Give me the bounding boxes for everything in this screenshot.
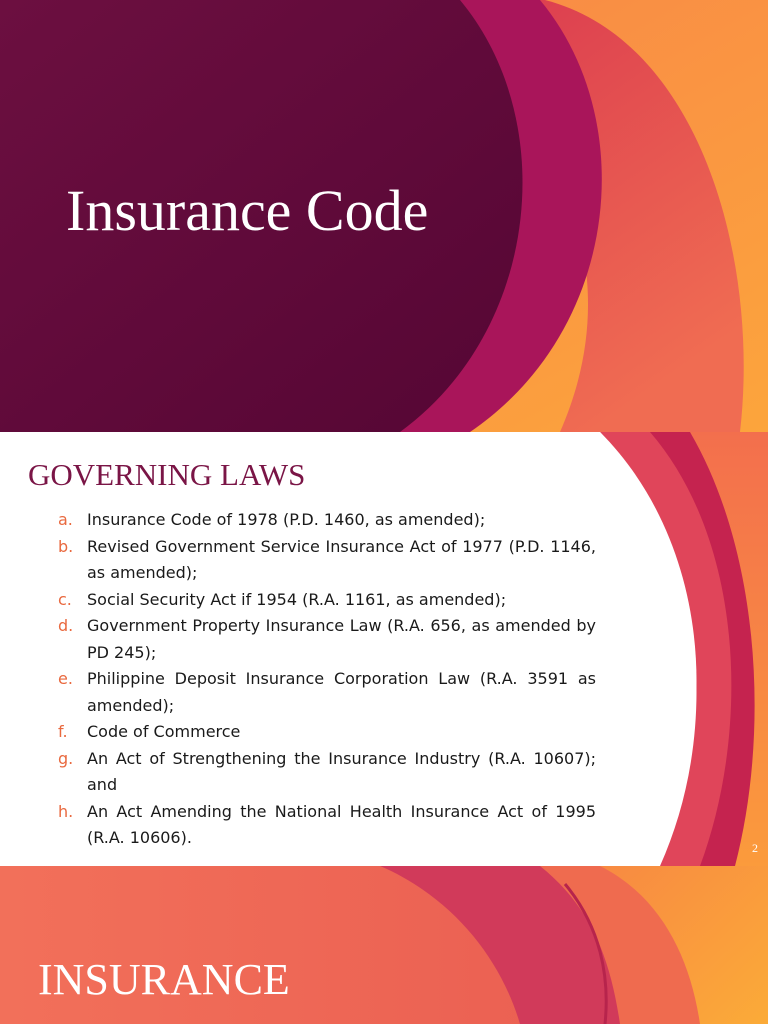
list-marker: f. xyxy=(58,722,68,741)
list-item-text: Insurance Code of 1978 (P.D. 1460, as amended); xyxy=(87,510,486,529)
list-item xyxy=(58,613,596,666)
list-marker: b. xyxy=(58,536,74,556)
page-number: 2 xyxy=(752,841,758,855)
list-marker: a. xyxy=(58,510,73,529)
list-item-text: An Act of Strengthening the Insurance Industry (R.A. 10607); and xyxy=(87,748,596,794)
title-slide xyxy=(0,0,768,432)
list-item xyxy=(58,719,596,746)
list-marker: d. xyxy=(58,616,74,635)
list-item xyxy=(58,507,596,534)
list-item xyxy=(58,534,596,587)
slide-heading: GOVERNING LAWS xyxy=(28,457,306,492)
list-item-text: An Act Amending the National Health Insurance Act of 1995 (R.A. 10606). xyxy=(87,801,596,847)
insurance-slide xyxy=(0,866,768,1024)
governing-laws-list xyxy=(58,507,596,852)
list-item xyxy=(58,587,596,614)
list-marker: c. xyxy=(58,589,72,609)
list-item-text: Social Security Act if 1954 (R.A. 1161, as amended); xyxy=(87,589,507,609)
list-item xyxy=(58,746,596,799)
list-marker: h. xyxy=(58,801,74,821)
slide-title: INSURANCE xyxy=(38,955,290,1004)
list-item-text: Philippine Deposit Insurance Corporation Law (R.A. 3591 as amended); xyxy=(87,669,596,715)
list-item-text: Government Property Insurance Law (R.A. 656, as amended by PD 245); xyxy=(87,616,596,662)
list-item xyxy=(58,799,596,852)
list-item xyxy=(58,666,596,719)
list-item-text: Code of Commerce xyxy=(87,722,241,741)
governing-laws-slide xyxy=(0,432,768,866)
list-marker: e. xyxy=(58,669,73,688)
list-item-text: Revised Government Service Insurance Act of 1977 (P.D. 1146, as amended); xyxy=(87,536,596,582)
slide-title: Insurance Code xyxy=(66,178,429,243)
list-marker: g. xyxy=(58,748,74,768)
